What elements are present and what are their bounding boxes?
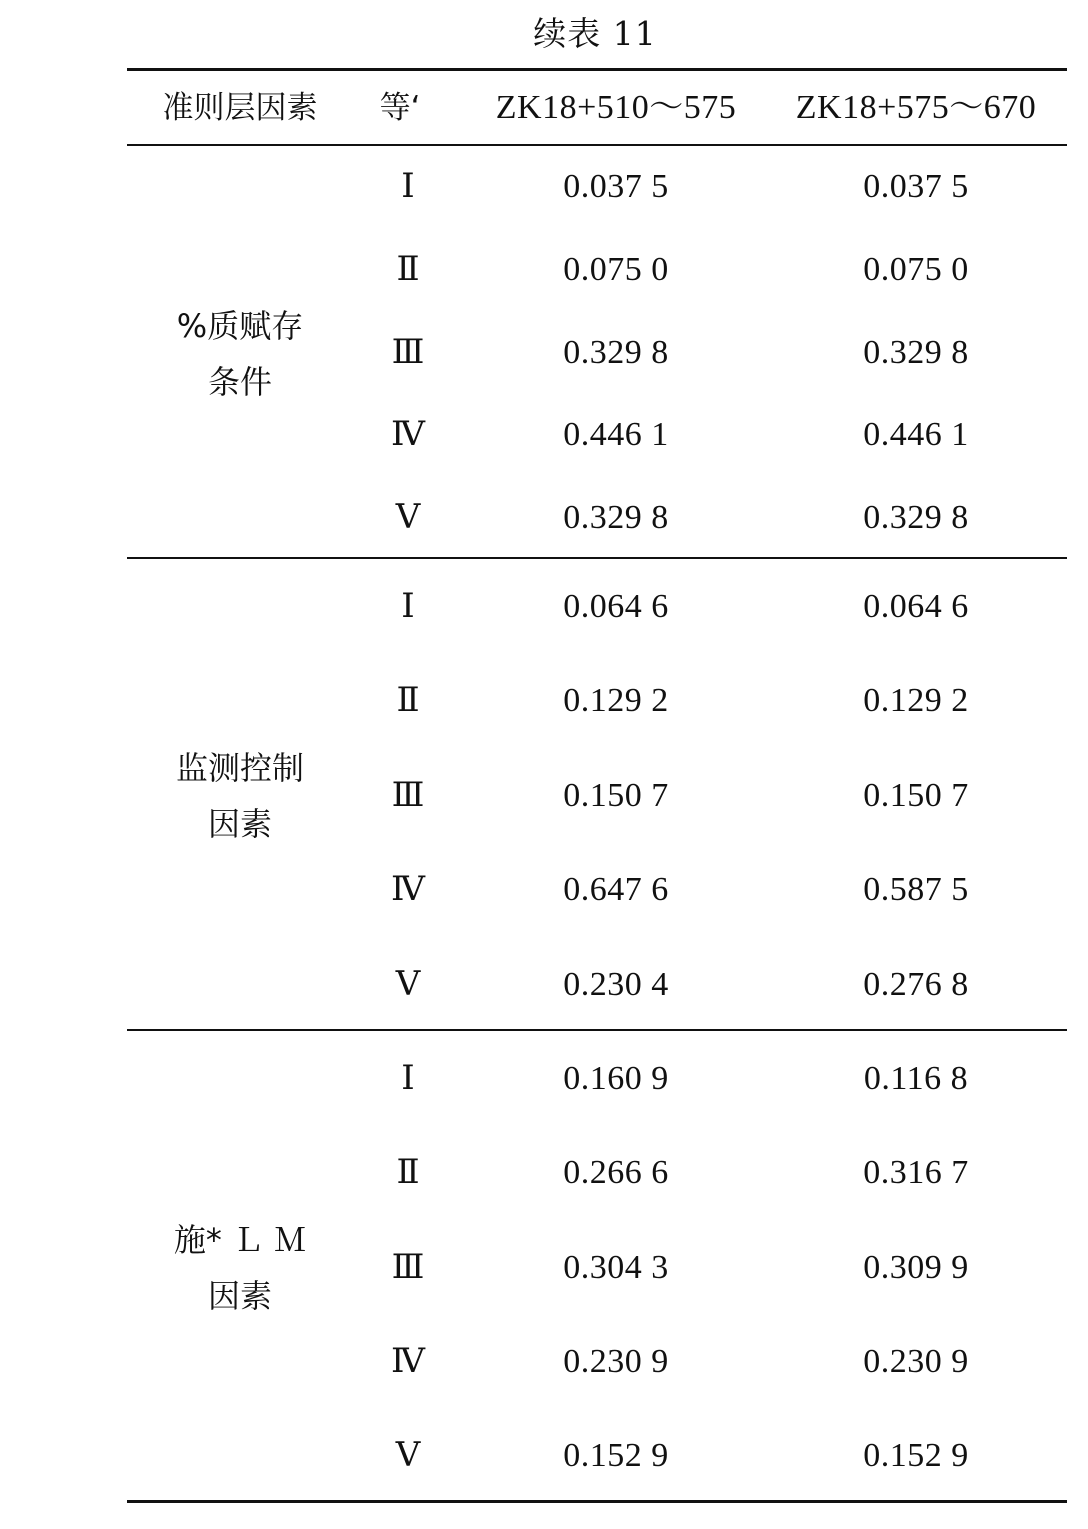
grade-level: Ⅴ — [395, 966, 421, 1003]
value-section-1: 0.230 4 — [563, 966, 669, 1003]
value-section-1: 0.329 8 — [563, 499, 669, 536]
value-section-1: 0.266 6 — [563, 1154, 669, 1191]
header-criterion: 准则层因素 — [162, 90, 318, 126]
value-section-2: 0.230 9 — [863, 1343, 969, 1380]
value-section-1: 0.129 2 — [563, 682, 669, 719]
grade-level: Ⅲ — [391, 334, 425, 371]
value-section-1: 0.304 3 — [563, 1249, 669, 1286]
value-section-2: 0.329 8 — [863, 334, 969, 371]
group-divider-2 — [127, 1029, 1067, 1031]
criterion-group-name: %质赋存 条件 — [176, 307, 304, 401]
value-section-1: 0.152 9 — [563, 1437, 669, 1474]
value-section-1: 0.647 6 — [563, 871, 669, 908]
table-caption: 续表 11 — [533, 14, 657, 53]
grade-level: Ⅱ — [396, 251, 420, 288]
grade-level: Ⅲ — [391, 1249, 425, 1286]
grade-level: Ⅴ — [395, 499, 421, 536]
value-section-2: 0.064 6 — [863, 588, 969, 625]
value-section-2: 0.587 5 — [863, 871, 969, 908]
grade-level: Ⅱ — [396, 1154, 420, 1191]
value-section-1: 0.064 6 — [563, 588, 669, 625]
header-rule — [127, 144, 1067, 146]
header-section-2: ZK18+575～670 — [795, 89, 1037, 126]
value-section-1: 0.446 1 — [563, 416, 669, 453]
value-section-1: 0.160 9 — [563, 1060, 669, 1097]
value-section-2: 0.150 7 — [863, 777, 969, 814]
value-section-2: 0.316 7 — [863, 1154, 969, 1191]
bottom-rule — [127, 1500, 1067, 1503]
value-section-2: 0.152 9 — [863, 1437, 969, 1474]
value-section-2: 0.116 8 — [863, 1060, 969, 1097]
value-section-1: 0.230 9 — [563, 1343, 669, 1380]
value-section-2: 0.037 5 — [863, 168, 969, 205]
value-section-1: 0.075 0 — [563, 251, 669, 288]
grade-level: Ⅰ — [401, 168, 415, 205]
value-section-1: 0.329 8 — [563, 334, 669, 371]
grade-level: Ⅲ — [391, 777, 425, 814]
grade-level: Ⅰ — [401, 588, 415, 625]
value-section-2: 0.309 9 — [863, 1249, 969, 1286]
header-grade: 等‘ — [379, 90, 421, 126]
grade-level: Ⅳ — [391, 416, 425, 453]
value-section-2: 0.075 0 — [863, 251, 969, 288]
value-section-1: 0.037 5 — [563, 168, 669, 205]
grade-level: Ⅴ — [395, 1437, 421, 1474]
criterion-group-name: 监测控制 因素 — [175, 749, 305, 843]
value-section-2: 0.276 8 — [863, 966, 969, 1003]
group-divider-1 — [127, 557, 1067, 559]
header-section-1: ZK18+510～575 — [495, 89, 737, 126]
value-section-2: 0.129 2 — [863, 682, 969, 719]
grade-level: Ⅳ — [391, 1343, 425, 1380]
value-section-1: 0.150 7 — [563, 777, 669, 814]
value-section-2: 0.329 8 — [863, 499, 969, 536]
grade-level: Ⅱ — [396, 682, 420, 719]
grade-level: Ⅳ — [391, 871, 425, 908]
top-rule — [127, 68, 1067, 71]
grade-level: Ⅰ — [401, 1060, 415, 1097]
criterion-group-name: 施* Ｌ Ｍ 因素 — [173, 1221, 307, 1315]
value-section-2: 0.446 1 — [863, 416, 969, 453]
